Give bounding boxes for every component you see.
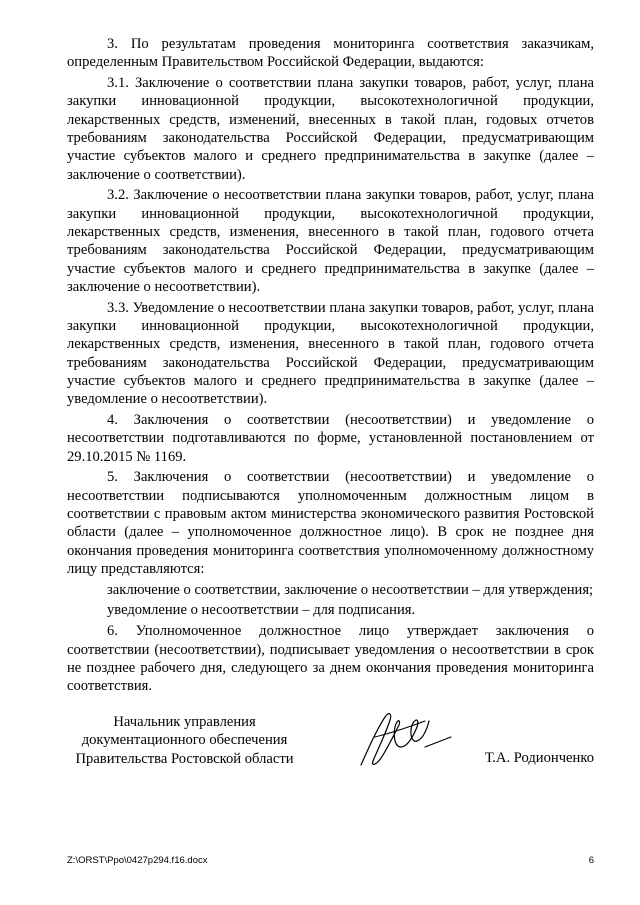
signatory-title-line-2: документационного обеспечения <box>81 732 288 749</box>
document-body <box>67 35 594 695</box>
paragraph-5-item-1: заключение о соответствии, заключение о несоответствии – для утверждения; <box>107 581 594 598</box>
signatory-name: Т.А. Родионченко <box>484 750 594 766</box>
page-footer <box>67 855 594 869</box>
paragraph-5: 5. Заключения о соответствии (несоответствии) и уведомление о несоответствии подписываются уполномоченным должностным лицом в соответствии с правовым актом министерства экономического развития Ростовской области (далее – уполномоченное должностное лицо). В срок не позднее дня окончания проведения мониторинга соответствия уполномоченному должностному лицу представляются: <box>67 469 594 577</box>
page-number: 6 <box>588 855 594 866</box>
signatory-title <box>67 713 302 768</box>
paragraph-4: 4. Заключения о соответствии (несоответствии) и уведомление о несоответствии подготавливаются по форме, установленной постановлением от 29.10.2015 № 1169. <box>67 411 594 465</box>
paragraph-3-3: 3.3. Уведомление о несоответствии плана закупки товаров, работ, услуг, плана закупки инновационной продукции, высокотехнологичной продукции, лекарственных средств, изменения, внесенного в такой план, годового отчета требованиям законодательства Российской Федерации, предусматривающим участие субъектов малого и среднего предпринимательства в закупке (далее – уведомление о несоответствии). <box>67 299 594 408</box>
paragraph-3: 3. По результатам проведения мониторинга соответствия заказчикам, определенным Правительством Российской Федерации, выдаются: <box>67 36 594 71</box>
paragraph-5-item-2: уведомление о несоответствии – для подписания. <box>107 602 416 619</box>
paragraph-6: 6. Уполномоченное должностное лицо утверждает заключения о соответствии (несоответствии), подписывает уведомления о несоответствии в срок не позднее рабочего дня, следующего за днем окончания проведения мониторинга соответствия. <box>67 623 594 695</box>
signatory-title-line-3: Правительства Ростовской области <box>75 750 294 767</box>
signatory-title-line-1: Начальник управления <box>113 714 256 730</box>
signature-block <box>67 713 594 773</box>
paragraph-3-2: 3.2. Заключение о несоответствии плана закупки товаров, работ, услуг, плана закупки инновационной продукции, высокотехнологичной продукции, лекарственных средств, изменения, внесенного в такой план, годового отчета требованиям законодательства Российской Федерации, предусматривающим участие субъектов малого и среднего предпринимательства в закупке (далее – заключение о несоответствии). <box>67 187 594 295</box>
paragraph-3-1: 3.1. Заключение о соответствии плана закупки товаров, работ, услуг, плана закупки инновационной продукции, высокотехнологичной продукции, лекарственных средств, изменений, внесенных в такой план, годовых отчетов требованиям законодательства Российской Федерации, предусматривающим участие субъектов малого и среднего предпринимательства в закупке (далее – заключение о соответствии). <box>67 75 594 183</box>
handwritten-signature <box>355 707 465 771</box>
file-path: Z:\ORST\Ppo\0427p294.f16.docx <box>67 855 208 866</box>
